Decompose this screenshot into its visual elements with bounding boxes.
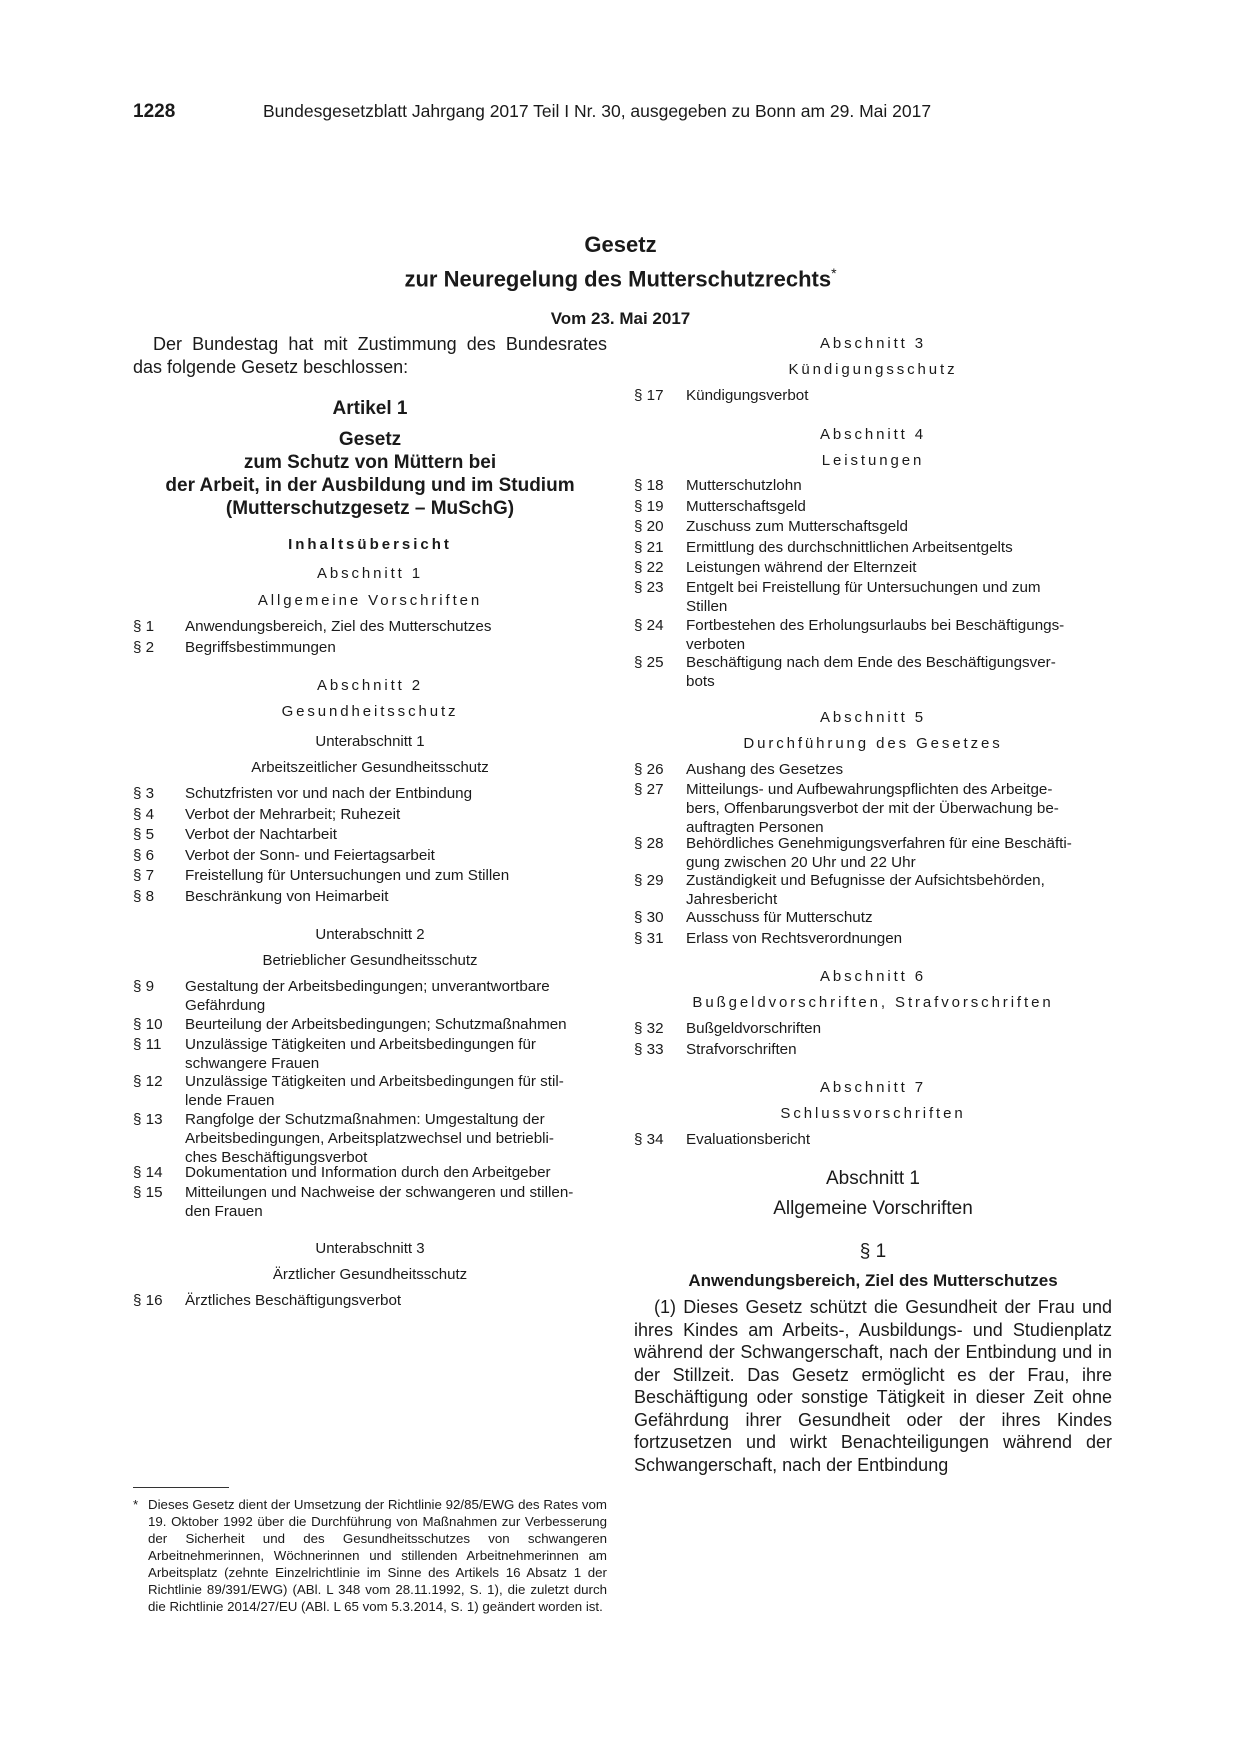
toc-entry-title-line: den Frauen xyxy=(185,1203,263,1220)
toc-entry-title-line: Beschäftigung nach dem Ende des Beschäftigungsver- xyxy=(686,654,1056,671)
toc-entry-number: § 30 xyxy=(634,909,664,926)
toc-entry-number: § 14 xyxy=(133,1164,163,1181)
unterabschnitt-2-title: Betrieblicher Gesundheitsschutz xyxy=(262,952,478,969)
toc-entry-title-line: Unzulässige Tätigkeiten und Arbeitsbedingungen für xyxy=(185,1036,536,1053)
abschnitt-5-title: Durchführung des Gesetzes xyxy=(743,735,1003,752)
toc-entry-number: § 25 xyxy=(634,654,664,671)
toc-entry-title-line: Dokumentation und Information durch den Arbeitgeber xyxy=(185,1164,551,1181)
toc-entry xyxy=(133,1110,607,1167)
toc-entry xyxy=(634,476,1112,495)
unterabschnitt-3-title: Ärztlicher Gesundheitsschutz xyxy=(272,1266,468,1283)
toc-entry-number: § 2 xyxy=(133,639,155,656)
toc-entry xyxy=(634,578,1112,616)
toc-entry-title-line: Zuschuss zum Mutterschaftsgeld xyxy=(686,518,908,535)
toc-entry-title-line: Ärztliches Beschäftigungsverbot xyxy=(185,1292,402,1309)
law-title xyxy=(0,230,1241,293)
toc-entry xyxy=(634,780,1112,837)
toc-entry xyxy=(133,1072,607,1110)
toc-entry-title-line: Begriffsbestimmungen xyxy=(185,639,336,656)
abschnitt-1-title: Allgemeine Vorschriften xyxy=(257,592,483,609)
abschnitt-7-label: Abschnitt 7 xyxy=(819,1079,927,1096)
toc-entry-title-line: Behördliches Genehmigungsverfahren für eine Beschäfti- xyxy=(686,835,1072,852)
toc-entry-title-line: Stillen xyxy=(686,598,728,615)
footnote-text: Dieses Gesetz dient der Umsetzung der Richtlinie 92/85/EWG des Rates vom 19. Oktober 1992 über die Durchführung von Maßnahmen zur Verbesserung der Sicherheit und des Gesundheitsschutzes von schwangeren Arbeitnehmerinnen, Wöchnerinnen und stillenden Arbeitnehmerinnen am Arbeitsplatz (zehnte Einzelrichtlinie im Sinne des Artikels 16 Absatz 1 der Richtlinie 89/391/EWG) (ABl. L 348 vom 28.11.1992, S. 1), die zuletzt durch die Richtlinie 2014/27/EU (ABl. L 65 vom 5.3.2014, S. 1) geändert worden ist. xyxy=(148,1497,607,1614)
toc-entry xyxy=(133,977,607,1015)
toc-entry-number: § 18 xyxy=(634,477,664,494)
title-footnote-mark: * xyxy=(831,265,837,281)
toc-entry-title-line: Mitteilungs- und Aufbewahrungspflichten des Arbeitge- xyxy=(686,781,1053,798)
page-header xyxy=(133,101,1113,127)
toc-entry-number: § 3 xyxy=(133,785,155,802)
toc-entry xyxy=(634,1130,1112,1149)
toc-entry-number: § 7 xyxy=(133,867,155,884)
toc-entry xyxy=(634,929,1112,948)
toc-entry-title-line: Gefährdung xyxy=(185,997,266,1014)
toc-entry-title-line: Gestaltung der Arbeitsbedingungen; unverantwortbare xyxy=(185,978,550,995)
section-abschnitt-label: Abschnitt 1 xyxy=(826,1168,920,1189)
toc-entry-title-line: Freistellung für Untersuchungen und zum Stillen xyxy=(185,867,510,884)
toc-entry xyxy=(634,616,1112,654)
toc-entry-title-line: Ausschuss für Mutterschutz xyxy=(686,909,873,926)
toc-entry xyxy=(634,538,1112,557)
abschnitt-7-title: Schlussvorschriften xyxy=(780,1105,966,1122)
toc-entry-title-line: Kündigungsverbot xyxy=(686,387,809,404)
toc-entry-number: § 16 xyxy=(133,1292,163,1309)
toc-entry xyxy=(133,617,607,636)
toc-entry-number: § 13 xyxy=(133,1111,163,1128)
toc-entry-title-line: Aushang des Gesetzes xyxy=(686,761,844,778)
toc-entry-title-line: Rangfolge der Schutzmaßnahmen: Umgestaltung der xyxy=(185,1111,545,1128)
footnote xyxy=(133,1496,607,1615)
toc-entry xyxy=(133,846,607,865)
toc-entry-number: § 9 xyxy=(133,978,155,995)
toc-entry-number: § 11 xyxy=(133,1036,162,1053)
abschnitt-4-title: Leistungen xyxy=(821,452,925,469)
unterabschnitt-1-title: Arbeitszeitlicher Gesundheitsschutz xyxy=(251,759,489,776)
unterabschnitt-3-label: Unterabschnitt 3 xyxy=(315,1240,425,1257)
toc-entry-number: § 19 xyxy=(634,498,664,515)
gesetz-title-line4: (Mutterschutzgesetz – MuSchG) xyxy=(225,498,515,519)
toc-heading: Inhaltsübersicht xyxy=(288,536,452,553)
toc-entry xyxy=(634,386,1112,405)
abschnitt-6-label: Abschnitt 6 xyxy=(819,968,927,985)
footnote-rule xyxy=(133,1487,229,1488)
section-abschnitt-title: Allgemeine Vorschriften xyxy=(773,1198,973,1219)
toc-entry xyxy=(634,517,1112,536)
toc-entry-title-line: Verbot der Sonn- und Feiertagsarbeit xyxy=(185,847,435,864)
toc-entry-number: § 26 xyxy=(634,761,664,778)
gesetz-title-line1: Gesetz xyxy=(338,429,402,450)
law-title-line2: zur Neuregelung des Mutterschutzrechts xyxy=(404,266,832,292)
toc-entry-number: § 27 xyxy=(634,781,664,798)
toc-entry-title-line: Schutzfristen vor und nach der Entbindung xyxy=(185,785,473,802)
toc-entry xyxy=(133,784,607,803)
toc-entry-title-line: Beschränkung von Heimarbeit xyxy=(185,888,389,905)
toc-entry-title-line: Entgelt bei Freistellung für Untersuchungen und zum xyxy=(686,579,1041,596)
toc-entry xyxy=(133,1183,607,1221)
toc-entry-number: § 21 xyxy=(634,539,664,556)
toc-entry-title-line: gung zwischen 20 Uhr und 22 Uhr xyxy=(686,854,916,871)
abschnitt-2-title: Gesundheitsschutz xyxy=(281,703,459,720)
toc-entry-number: § 22 xyxy=(634,559,664,576)
toc-entry-number: § 34 xyxy=(634,1131,664,1148)
abschnitt-1-label: Abschnitt 1 xyxy=(316,565,424,582)
toc-entry-title-line: Mitteilungen und Nachweise der schwangeren und stillen- xyxy=(185,1184,574,1201)
toc-entry xyxy=(133,1291,607,1310)
abschnitt-6-title: Bußgeldvorschriften, Strafvorschriften xyxy=(692,994,1054,1011)
toc-entry-title-line: Verbot der Mehrarbeit; Ruhezeit xyxy=(185,806,401,823)
toc-entry-title-line: Bußgeldvorschriften xyxy=(686,1020,822,1037)
toc-entry-number: § 15 xyxy=(133,1184,163,1201)
toc-entry-title-line: ches Beschäftigungsverbot xyxy=(185,1149,368,1166)
toc-entry-title-line: verboten xyxy=(686,636,746,653)
toc-entry-title-line: Erlass von Rechtsverordnungen xyxy=(686,930,903,947)
toc-entry-number: § 10 xyxy=(133,1016,163,1033)
toc-entry-title-line: Verbot der Nachtarbeit xyxy=(185,826,337,843)
toc-entry xyxy=(634,908,1112,927)
toc-entry-title-line: Mutterschutzlohn xyxy=(686,477,802,494)
toc-entry-title-line: Unzulässige Tätigkeiten und Arbeitsbedingungen für stil- xyxy=(185,1073,564,1090)
enacting-clause xyxy=(133,333,607,379)
toc-entry-title-line: Beurteilung der Arbeitsbedingungen; Schutzmaßnahmen xyxy=(185,1016,567,1033)
abschnitt-3-title: Kündigungsschutz xyxy=(788,361,958,378)
toc-entry-title-line: Ermittlung des durchschnittlichen Arbeitsentgelts xyxy=(686,539,1013,556)
toc-entry-number: § 31 xyxy=(634,930,664,947)
toc-entry-title-line: auftragten Personen xyxy=(686,819,824,836)
toc-entry xyxy=(133,1163,607,1182)
toc-entry xyxy=(133,887,607,906)
artikel-heading: Artikel 1 xyxy=(332,398,408,419)
toc-entry-title-line: Fortbestehen des Erholungsurlaubs bei Beschäftigungs- xyxy=(686,617,1065,634)
toc-entry-title-line: Leistungen während der Elternzeit xyxy=(686,559,917,576)
toc-entry-number: § 29 xyxy=(634,872,664,889)
toc-entry xyxy=(133,866,607,885)
toc-entry-number: § 28 xyxy=(634,835,664,852)
toc-entry-title-line: schwangere Frauen xyxy=(185,1055,320,1072)
toc-entry-title-line: bers, Offenbarungsverbot der mit der Überwachung be- xyxy=(686,800,1059,817)
footnote-mark: * xyxy=(133,1497,139,1512)
abschnitt-5-label: Abschnitt 5 xyxy=(819,709,927,726)
toc-entry-title-line: lende Frauen xyxy=(185,1092,275,1109)
abschnitt-3-label: Abschnitt 3 xyxy=(819,335,927,352)
toc-entry xyxy=(133,805,607,824)
toc-entry xyxy=(133,1015,607,1034)
toc-entry-title-line: bots xyxy=(686,673,715,690)
gesetz-title-line2: zum Schutz von Müttern bei xyxy=(243,452,497,473)
paragraph-body: (1) Dieses Gesetz schützt die Gesundheit der Frau und ihres Kindes am Arbeits-, Ausbildungs- und Studienplatz während der Schwangerschaft, nach der Entbindung und in der Stillzeit. Das Gesetz ermöglicht es der Frau, ihre Beschäftigung oder sonstige Tätigkeit in dieser Zeit ohne Gefährdung ihrer Gesundheit oder der ihres Kindes fortzusetzen und wirkt Benachteiligungen während der Schwangerschaft, nach der Entbindung xyxy=(634,1297,1112,1475)
law-title-line2-wrap xyxy=(0,259,1241,293)
toc-entry xyxy=(634,558,1112,577)
toc-entry-title-line: Strafvorschriften xyxy=(686,1041,797,1058)
toc-entry xyxy=(634,760,1112,779)
toc-entry-number: § 5 xyxy=(133,826,155,843)
toc-entry xyxy=(634,497,1112,516)
unterabschnitt-1-label: Unterabschnitt 1 xyxy=(315,733,425,750)
toc-entry-title-line: Anwendungsbereich, Ziel des Mutterschutzes xyxy=(185,618,492,635)
toc-entry-number: § 20 xyxy=(634,518,664,535)
toc-entry-number: § 12 xyxy=(133,1073,163,1090)
law-title-line1: Gesetz xyxy=(584,232,657,257)
toc-entry-title-line: Jahresbericht xyxy=(686,891,778,908)
toc-entry-number: § 33 xyxy=(634,1041,664,1058)
abschnitt-2-label: Abschnitt 2 xyxy=(316,677,424,694)
toc-entry-number: § 23 xyxy=(634,579,664,596)
toc-entry xyxy=(634,871,1112,909)
gesetz-title-line3: der Arbeit, in der Ausbildung und im Studium xyxy=(165,475,575,496)
toc-entry xyxy=(634,653,1112,691)
toc-entry-number: § 24 xyxy=(634,617,664,634)
toc-entry-title-line: Evaluationsbericht xyxy=(686,1131,811,1148)
toc-entry-title-line: Zuständigkeit und Befugnisse der Aufsichtsbehörden, xyxy=(686,872,1045,889)
toc-entry-number: § 32 xyxy=(634,1020,664,1037)
toc-entry-number: § 8 xyxy=(133,888,155,905)
paragraph-title: Anwendungsbereich, Ziel des Mutterschutzes xyxy=(688,1271,1058,1290)
page-number: 1228 xyxy=(133,101,176,122)
paragraph-number: § 1 xyxy=(859,1241,887,1262)
toc-entry-number: § 17 xyxy=(634,387,664,404)
toc-entry xyxy=(133,825,607,844)
law-date: Vom 23. Mai 2017 xyxy=(550,309,691,328)
toc-entry xyxy=(634,1019,1112,1038)
toc-entry xyxy=(133,1035,607,1073)
toc-entry-title-line: Mutterschaftsgeld xyxy=(686,498,806,515)
toc-entry-title-line: Arbeitsbedingungen, Arbeitsplatzwechsel und betriebli- xyxy=(185,1130,554,1147)
toc-entry xyxy=(133,638,607,657)
running-head: Bundesgesetzblatt Jahrgang 2017 Teil I Nr. 30, ausgegeben zu Bonn am 29. Mai 2017 xyxy=(263,101,932,121)
enacting-clause-text: Der Bundestag hat mit Zustimmung des Bundesrates das folgende Gesetz beschlossen: xyxy=(133,334,607,377)
abschnitt-4-label: Abschnitt 4 xyxy=(819,426,927,443)
toc-entry-number: § 1 xyxy=(133,618,155,635)
unterabschnitt-2-label: Unterabschnitt 2 xyxy=(315,926,425,943)
toc-entry-number: § 6 xyxy=(133,847,155,864)
toc-entry xyxy=(634,1040,1112,1059)
toc-entry-number: § 4 xyxy=(133,806,155,823)
toc-entry xyxy=(634,834,1112,872)
